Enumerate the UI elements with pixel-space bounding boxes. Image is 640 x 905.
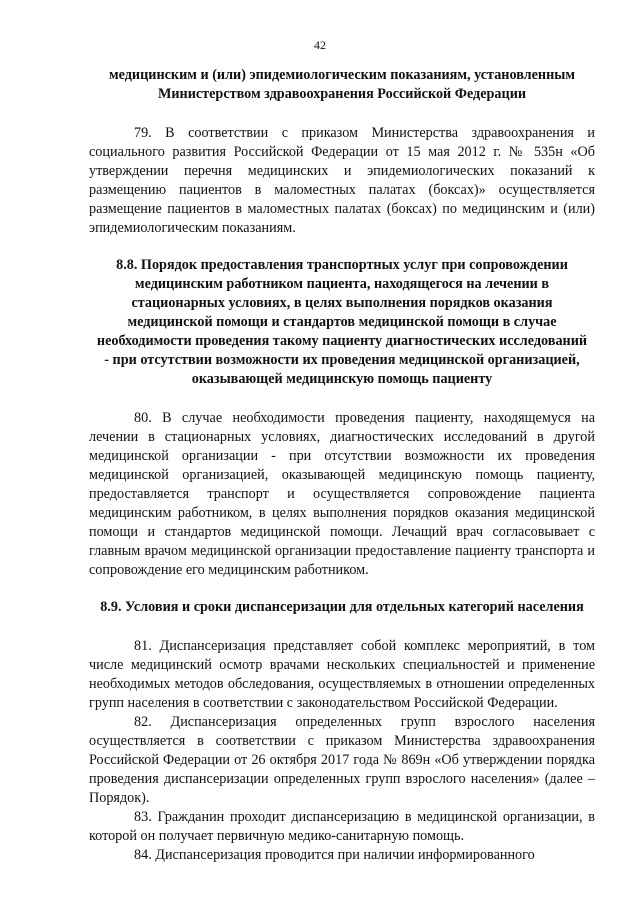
paragraph-84: 84. Диспансеризация проводится при наличии информированного xyxy=(134,847,535,863)
paragraph-82: 82. Диспансеризация определенных групп взрослого населения осуществляется в соответствии с приказом Министерства здравоохранения Российской Федерации от 26 октября 2017 года № 869н «Об утверждении порядка проведения диспансеризации определенных групп взрослого населения» (далее – Порядок). xyxy=(89,714,595,806)
paragraph-81: 81. Диспансеризация представляет собой комплекс мероприятий, в том числе медицинский осмотр врачами нескольких специальностей и применение необходимых методов обследования, осуществляемых в отношении определенных групп населения в соответствии с законодательством Российской Федерации. xyxy=(89,638,595,711)
section-heading-8-8: 8.8. Порядок предоставления транспортных услуг при сопровождении медицинским работником пациента, находящегося на лечении в стационарных условиях, в целях выполнения порядков оказания медицинской помощи и стандартов медицинской помощи в случае необходимости проведения такому пациенту диагностических исследований - при отсутствии возможности их проведения медицинской организацией, оказывающей медицинскую помощь пациенту xyxy=(96,257,588,387)
paragraph-79: 79. В соответствии с приказом Министерства здравоохранения и социального развития Российской Федерации от 15 мая 2012 г. № 535н «Об утверждении перечня медицинских и эпидемиологических показаний к размещению пациентов в маломестных палатах (боксах)» осуществляется размещение пациентов в маломестных палатах (боксах) по медицинским и (или) эпидемиологическим показаниям. xyxy=(89,125,595,236)
page-number: 42 xyxy=(314,38,326,52)
continued-heading: медицинским и (или) эпидемиологическим показаниям, установленным Министерством здравоохранения Российской Федерации xyxy=(108,67,576,102)
section-heading-8-9: 8.9. Условия и сроки диспансеризации для отдельных категорий населения xyxy=(100,599,584,615)
paragraph-80: 80. В случае необходимости проведения пациенту, находящемуся на лечении в стационарных условиях, диагностических исследований в другой медицинской организации - при отсутствии возможности их проведения медицинской организацией, оказывающей медицинскую помощь пациенту, предоставляется транспорт и осуществляется сопровождение пациента медицинским работником, в целях выполнения порядков оказания медицинской помощи и стандартов медицинской помощи. Лечащий врач согласовывает с главным врачом медицинской организации предоставление пациенту транспорта и сопровождение его медицинским работником. xyxy=(89,410,595,578)
paragraph-83: 83. Гражданин проходит диспансеризацию в медицинской организации, в которой он получает первичную медико-санитарную помощь. xyxy=(89,809,595,844)
page-content xyxy=(89,66,595,865)
